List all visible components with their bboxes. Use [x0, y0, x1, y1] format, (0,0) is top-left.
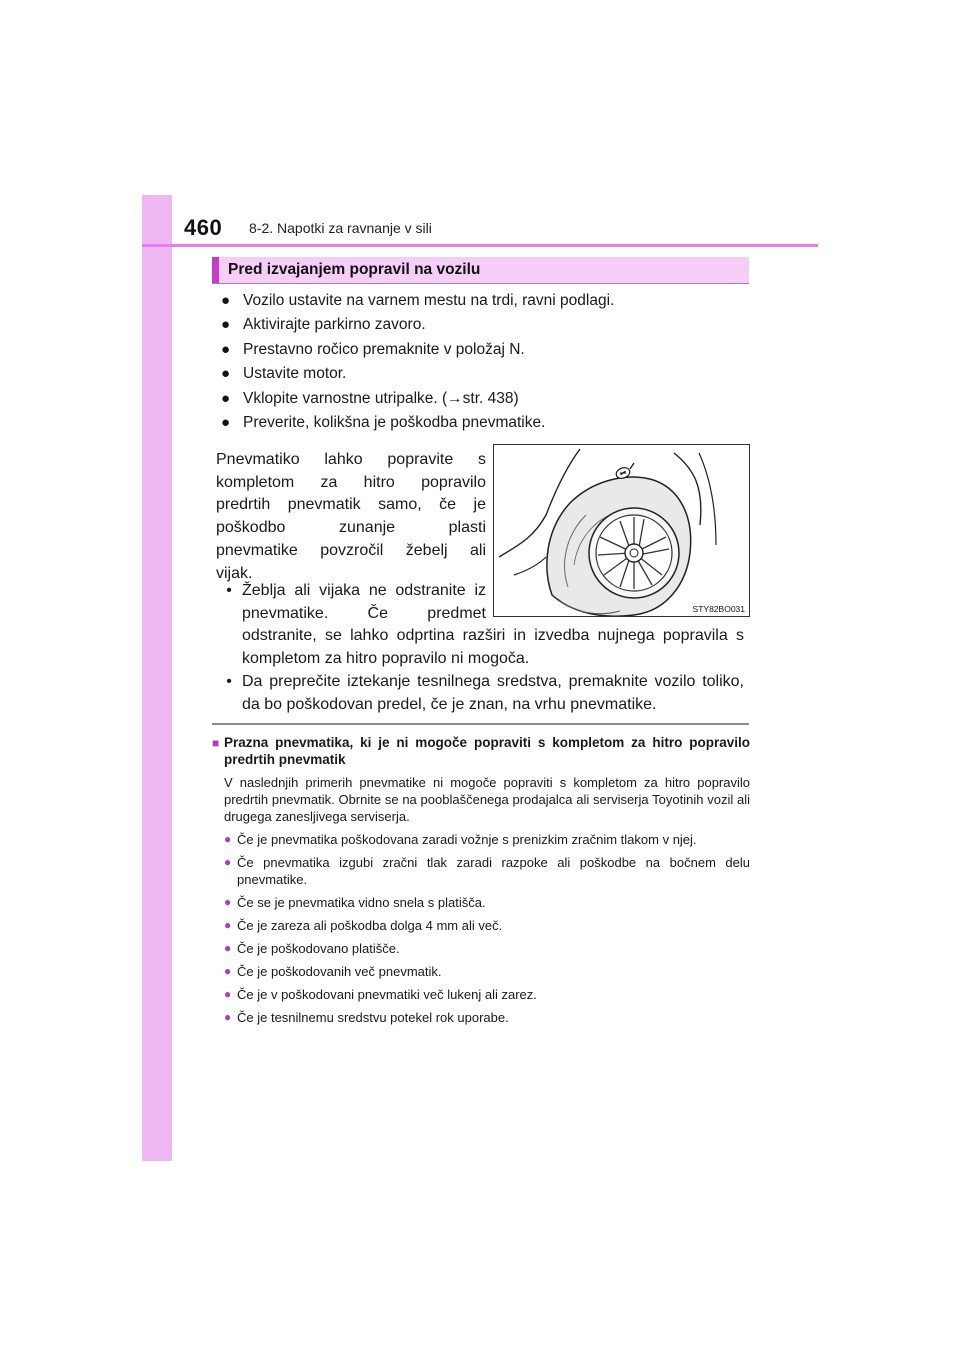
- chapter-title: 8-2. Napotki za ravnanje v sili: [249, 220, 432, 236]
- square-bullet-icon: ■: [212, 736, 220, 750]
- note-list: [216, 580, 744, 716]
- list-item: ● Če je poškodovanih več pnevmatik.: [224, 964, 442, 979]
- precaution-list: [221, 289, 761, 435]
- bullet-dot-icon: •: [226, 582, 232, 599]
- filled-circle-icon: ●: [221, 389, 231, 407]
- filled-circle-icon: ●: [224, 895, 232, 909]
- list-item: ● Ustavite motor.: [221, 362, 761, 386]
- filled-circle-icon: ●: [224, 941, 232, 955]
- list-item: ● Vklopite varnostne utripalke. (→str. 438): [221, 387, 761, 411]
- condition-list: [212, 831, 750, 1026]
- filled-circle-icon: ●: [224, 855, 232, 869]
- filled-circle-icon: ●: [221, 292, 231, 309]
- filled-circle-icon: ●: [224, 918, 232, 932]
- list-item: ● Preverite, kolikšna je poškodba pnevmatike.: [221, 411, 761, 435]
- repair-kit-paragraph: Pnevmatiko lahko popravite s kompletom za hitro popravilo predrtih pnevmatik samo, če je poškodbo zunanje plasti pnevmatike povzročil žebelj ali vijak.: [216, 451, 486, 582]
- list-item: ● Če se je pnevmatika vidno snela s platišča.: [224, 895, 486, 910]
- filled-circle-icon: ●: [224, 1010, 232, 1024]
- list-item: ● Prestavno ročico premaknite v položaj N.: [221, 338, 761, 362]
- subsection-heading: ■ Prazna pnevmatika, ki je ni mogoče popraviti s kompletom za hitro popravilo predrtih pnevmatik: [212, 735, 750, 767]
- list-item: ● Če je zareza ali poškodba dolga 4 mm ali več.: [224, 918, 503, 933]
- filled-circle-icon: ●: [224, 964, 232, 978]
- filled-circle-icon: ●: [221, 413, 231, 431]
- filled-circle-icon: ●: [221, 340, 231, 358]
- bullet-dot-icon: •: [226, 672, 232, 690]
- list-item: ● Če pnevmatika izgubi zračni tlak zaradi razpoke ali poškodbe na bočnem delu pnevmatike.: [224, 855, 750, 887]
- list-item: ● Če je tesnilnemu sredstvu potekel rok uporabe.: [224, 1010, 509, 1025]
- side-color-strip: [142, 195, 172, 1161]
- list-item: • Žeblja ali vijaka ne odstranite iz pnevmatike. Če predmet odstranite, se lahko odprtina razširi in izvedba nujnega popravila s kompletom za hitro popravilo ni mogoča.: [216, 580, 744, 671]
- list-item: ● Če je v poškodovani pnevmatiki več lukenj ali zarez.: [224, 987, 537, 1002]
- subsection-description: V naslednjih primerih pnevmatike ni mogoče popraviti s kompletom za hitro popravilo predrtih pnevmatik. Obrnite se na pooblaščenega prodajalca ali serviserja Toyotinih vozil ali drugega zanesljivega serviserja.: [224, 775, 750, 824]
- filled-circle-icon: ●: [221, 316, 231, 334]
- figure-code: STY82BO031: [692, 604, 745, 614]
- list-item: ● Če je poškodovano platišče.: [224, 941, 400, 956]
- list-item: ● Če je pnevmatika poškodovana zaradi vožnje s prenizkim zračnim tlakom v njej.: [224, 832, 697, 847]
- list-item: ● Aktivirajte parkirno zavoro.: [221, 313, 761, 337]
- filled-circle-icon: ●: [224, 987, 232, 1001]
- filled-circle-icon: ●: [221, 365, 231, 383]
- page-number: 460: [184, 215, 223, 240]
- header-rule: [142, 244, 818, 247]
- list-item: • Da preprečite iztekanje tesnilnega sredstva, premaknite vozilo toliko, da bo poškodovan predel, če je znan, na vrhu pnevmatike.: [216, 671, 744, 716]
- unrepairable-tire-section: [212, 734, 750, 1032]
- filled-circle-icon: ●: [224, 832, 232, 846]
- section-heading: [212, 257, 749, 284]
- heading-accent-bar: [212, 257, 219, 283]
- list-item: ● Vozilo ustavite na varnem mestu na trdi, ravni podlagi.: [221, 289, 761, 313]
- section-divider: [212, 723, 749, 725]
- section-title: Pred izvajanjem popravil na vozilu: [228, 261, 481, 278]
